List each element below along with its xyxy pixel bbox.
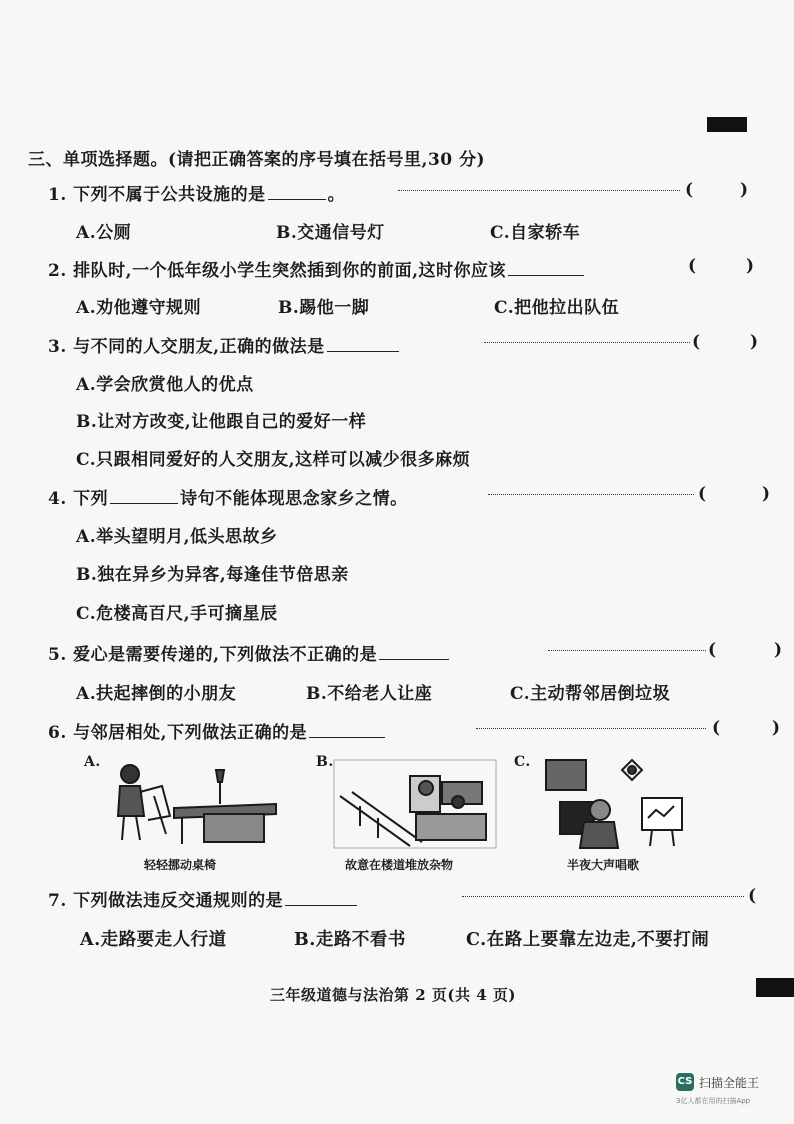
question-1-stem <box>48 180 345 205</box>
answer-paren-open[interactable]: ( <box>685 180 694 200</box>
q6-caption-a: 轻轻挪动桌椅 <box>144 858 217 872</box>
answer-blank[interactable] <box>508 274 584 276</box>
answer-paren-open[interactable]: ( <box>748 886 757 906</box>
q2-option-a[interactable]: A.劝他遵守规则 <box>76 298 202 318</box>
scanner-tagline: 3亿人都在用的扫描App <box>676 1097 751 1105</box>
answer-paren-close[interactable]: ) <box>750 332 759 352</box>
q7-option-b[interactable]: B.走路不看书 <box>294 930 406 950</box>
q6-option-a[interactable]: A. <box>84 754 101 770</box>
scanner-logo-icon: CS <box>676 1073 694 1091</box>
q3-option-c[interactable]: C.只跟相同爱好的人交朋友,这样可以减少很多麻烦 <box>76 450 471 470</box>
q2-option-b[interactable]: B.踢他一脚 <box>278 298 370 318</box>
q6-caption-c: 半夜大声唱歌 <box>567 858 640 872</box>
q1-option-a[interactable]: A.公厕 <box>76 223 132 243</box>
q5-option-b[interactable]: B.不给老人让座 <box>306 684 433 704</box>
question-1-stem-text: 1. 下列不属于公共设施的是 <box>48 185 266 205</box>
answer-blank[interactable] <box>327 350 399 352</box>
illustration-night-singing[interactable] <box>540 756 690 852</box>
q3-option-a[interactable]: A.学会欣赏他人的优点 <box>76 375 254 395</box>
answer-paren-open[interactable]: ( <box>698 484 707 504</box>
q5-option-c[interactable]: C.主动帮邻居倒垃圾 <box>510 684 671 704</box>
corner-mark-bottom <box>756 978 794 997</box>
scanner-app-name: 扫描全能王 <box>699 1076 760 1090</box>
question-2-stem <box>48 256 586 281</box>
answer-paren-open[interactable]: ( <box>708 640 717 660</box>
question-7-stem <box>48 886 359 911</box>
dotted-leader <box>476 728 706 729</box>
answer-paren-open[interactable]: ( <box>692 332 701 352</box>
question-6-stem <box>48 718 387 743</box>
q6-option-b[interactable]: B. <box>316 754 334 770</box>
question-5-stem <box>48 640 451 665</box>
dotted-leader <box>548 650 706 651</box>
question-4-stem-text: 4. 下列 <box>48 489 109 509</box>
question-2-stem-text: 2. 排队时,一个低年级小学生突然插到你的前面,这时你应该 <box>48 261 507 281</box>
answer-paren-close[interactable]: ) <box>762 484 771 504</box>
illustration-moving-chair[interactable] <box>104 756 280 852</box>
answer-paren-close[interactable]: ) <box>746 256 755 276</box>
answer-paren-close[interactable]: ) <box>740 180 749 200</box>
q1-option-b[interactable]: B.交通信号灯 <box>276 223 385 243</box>
answer-paren-close[interactable]: ) <box>774 640 783 660</box>
q5-option-a[interactable]: A.扶起摔倒的小朋友 <box>76 684 237 704</box>
q7-option-a[interactable]: A.走路要走人行道 <box>80 930 227 950</box>
corner-mark-top <box>707 117 747 132</box>
q7-option-c[interactable]: C.在路上要靠左边走,不要打闹 <box>466 930 710 950</box>
q1-option-c[interactable]: C.自家轿车 <box>490 223 581 243</box>
q6-option-c[interactable]: C. <box>514 754 531 770</box>
q2-option-c[interactable]: C.把他拉出队伍 <box>494 298 620 318</box>
answer-blank[interactable] <box>379 658 449 660</box>
section-title: 三、单项选择题。(请把正确答案的序号填在括号里,30 分) <box>28 150 486 170</box>
answer-blank[interactable] <box>268 198 326 200</box>
q4-option-c[interactable]: C.危楼高百尺,手可摘星辰 <box>76 604 278 624</box>
q3-option-b[interactable]: B.让对方改变,让他跟自己的爱好一样 <box>76 412 367 432</box>
question-6-stem-text: 6. 与邻居相处,下列做法正确的是 <box>48 723 308 743</box>
answer-blank[interactable] <box>309 736 385 738</box>
page-footer: 三年级道德与法治第 2 页(共 4 页) <box>270 986 516 1004</box>
question-7-stem-text: 7. 下列做法违反交通规则的是 <box>48 891 284 911</box>
question-4-stem <box>48 484 408 509</box>
dotted-leader <box>488 494 694 495</box>
question-4-stem-end: 诗句不能体现思念家乡之情。 <box>180 489 408 509</box>
answer-blank[interactable] <box>285 904 357 906</box>
q6-caption-b: 故意在楼道堆放杂物 <box>345 858 454 872</box>
dotted-leader <box>462 896 744 897</box>
illustration-stair-clutter[interactable] <box>330 756 500 852</box>
dotted-leader <box>398 190 680 191</box>
q4-option-b[interactable]: B.独在异乡为异客,每逢佳节倍思亲 <box>76 565 349 585</box>
answer-paren-open[interactable]: ( <box>712 718 721 738</box>
question-3-stem <box>48 332 401 357</box>
answer-blank[interactable] <box>110 502 178 504</box>
answer-paren-open[interactable]: ( <box>688 256 697 276</box>
answer-paren-close[interactable]: ) <box>772 718 781 738</box>
q4-option-a[interactable]: A.举头望明月,低头思故乡 <box>76 527 278 547</box>
question-1-stem-end: 。 <box>327 185 346 205</box>
dotted-leader <box>484 342 690 343</box>
question-3-stem-text: 3. 与不同的人交朋友,正确的做法是 <box>48 337 325 357</box>
question-5-stem-text: 5. 爱心是需要传递的,下列做法不正确的是 <box>48 645 378 665</box>
